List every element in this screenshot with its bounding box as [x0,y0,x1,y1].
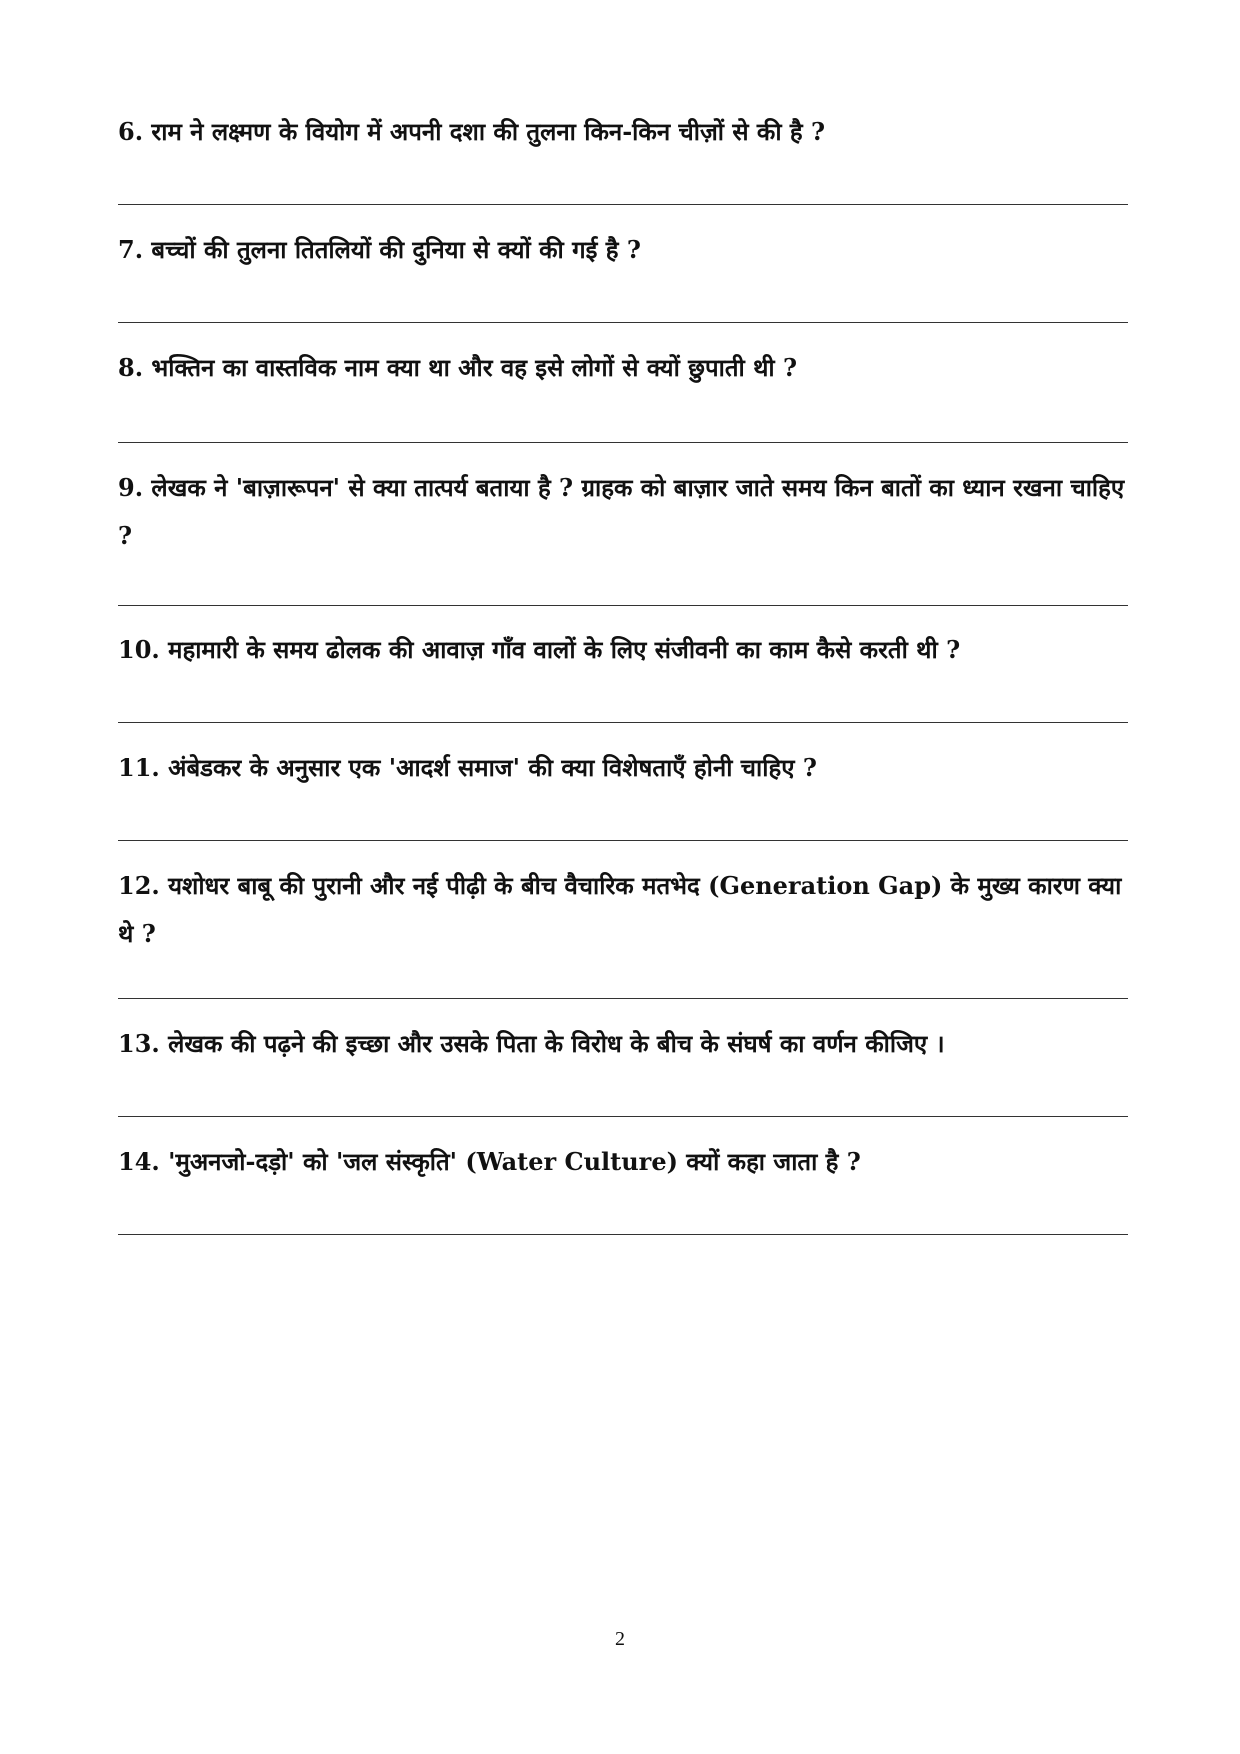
question-number: 9. [118,473,144,502]
question-text: यशोधर बाबू की पुरानी और नई पीढ़ी के बीच वैचारिक मतभेद (Generation Gap) के मुख्य कारण क्या थे ? [118,871,1122,948]
question-number: 12. [118,871,160,900]
answer-line [118,442,1128,443]
question-12 [118,862,1128,958]
question-7 [118,226,1128,274]
answer-line [118,322,1128,323]
question-number: 11. [118,753,160,782]
page-number: 2 [615,1628,625,1650]
answer-line [118,998,1128,999]
question-text: भक्तिन का वास्तविक नाम क्या था और वह इसे लोगों से क्यों छुपाती थी ? [151,353,798,382]
question-number: 13. [118,1029,160,1058]
question-number: 10. [118,635,160,664]
question-text: महामारी के समय ढोलक की आवाज़ गाँव वालों के लिए संजीवनी का काम कैसे करती थी ? [168,635,961,664]
question-text: अंबेडकर के अनुसार एक 'आदर्श समाज' की क्या विशेषताएँ होनी चाहिए ? [168,753,817,782]
question-text: लेखक की पढ़ने की इच्छा और उसके पिता के विरोध के बीच के संघर्ष का वर्णन कीजिए । [168,1029,945,1058]
question-9 [118,464,1128,560]
answer-line [118,1234,1128,1235]
question-8 [118,344,1128,392]
question-text: बच्चों की तुलना तितलियों की दुनिया से क्यों की गई है ? [151,235,641,264]
answer-line [118,204,1128,205]
answer-line [118,1116,1128,1117]
question-6 [118,108,1128,156]
question-number: 8. [118,353,144,382]
question-text: 'मुअनजो-दड़ो' को 'जल संस्कृति' (Water Culture) क्यों कहा जाता है ? [168,1147,861,1176]
question-number: 6. [118,117,144,146]
answer-line [118,605,1128,606]
question-10 [118,626,1128,674]
question-11 [118,744,1128,792]
question-13 [118,1020,1128,1068]
answer-line [118,722,1128,723]
question-number: 14. [118,1147,160,1176]
question-text: राम ने लक्ष्मण के वियोग में अपनी दशा की तुलना किन-किन चीज़ों से की है ? [151,117,826,146]
question-number: 7. [118,235,144,264]
question-text: लेखक ने 'बाज़ारूपन' से क्या तात्पर्य बताया है ? ग्राहक को बाज़ार जाते समय किन बातों का ध्यान रखना चाहिए ? [118,473,1125,550]
question-14 [118,1138,1128,1186]
answer-line [118,840,1128,841]
